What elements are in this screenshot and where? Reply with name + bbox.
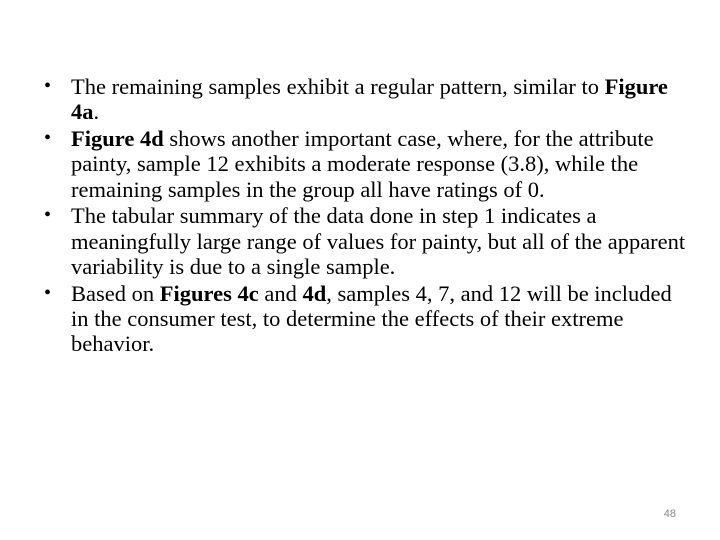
bullet-text — [71, 74, 668, 124]
bullet-text — [71, 126, 654, 202]
bullet-text — [71, 281, 672, 357]
bullet-item — [44, 74, 694, 125]
bullet-dot-icon: • — [44, 204, 52, 227]
bullet-text-run: shows another important case, where, for the attribute painty, sample 12 exhibits a moderate response (3.8), while the remaining samples in the group all have ratings of 0. — [71, 126, 654, 202]
bullet-text-run: and — [258, 280, 303, 306]
bullet-text-bold: Figure 4a — [71, 74, 668, 125]
bullet-text — [71, 203, 685, 279]
bullet-list — [44, 74, 694, 358]
bullet-dot-icon: • — [44, 75, 52, 97]
bullet-text-bold: Figures 4c — [159, 280, 259, 306]
bullet-text-run: The tabular summary of the data done in step 1 indicates a meaningfully large range of values for painty, but all of the apparent variability is due to a single sample. — [71, 203, 686, 280]
bullet-dot-icon: • — [44, 127, 52, 150]
bullet-text-bold: 4d — [302, 280, 327, 306]
bullet-dot-icon: • — [44, 281, 52, 304]
bullet-item — [44, 126, 694, 202]
bullet-text-run: Based on — [71, 280, 160, 306]
slide-number: 48 — [663, 508, 676, 520]
bullet-item — [44, 203, 694, 279]
bullet-text-run: . — [93, 99, 100, 125]
bullet-text-bold: Figure 4d — [71, 126, 164, 152]
bullet-item — [44, 281, 694, 357]
bullet-text-run: The remaining samples exhibit a regular pattern, similar to — [71, 74, 605, 99]
bullet-text-run: , samples 4, 7, and 12 will be included in the consumer test, to determine the effects of their extreme behavior. — [71, 280, 672, 357]
